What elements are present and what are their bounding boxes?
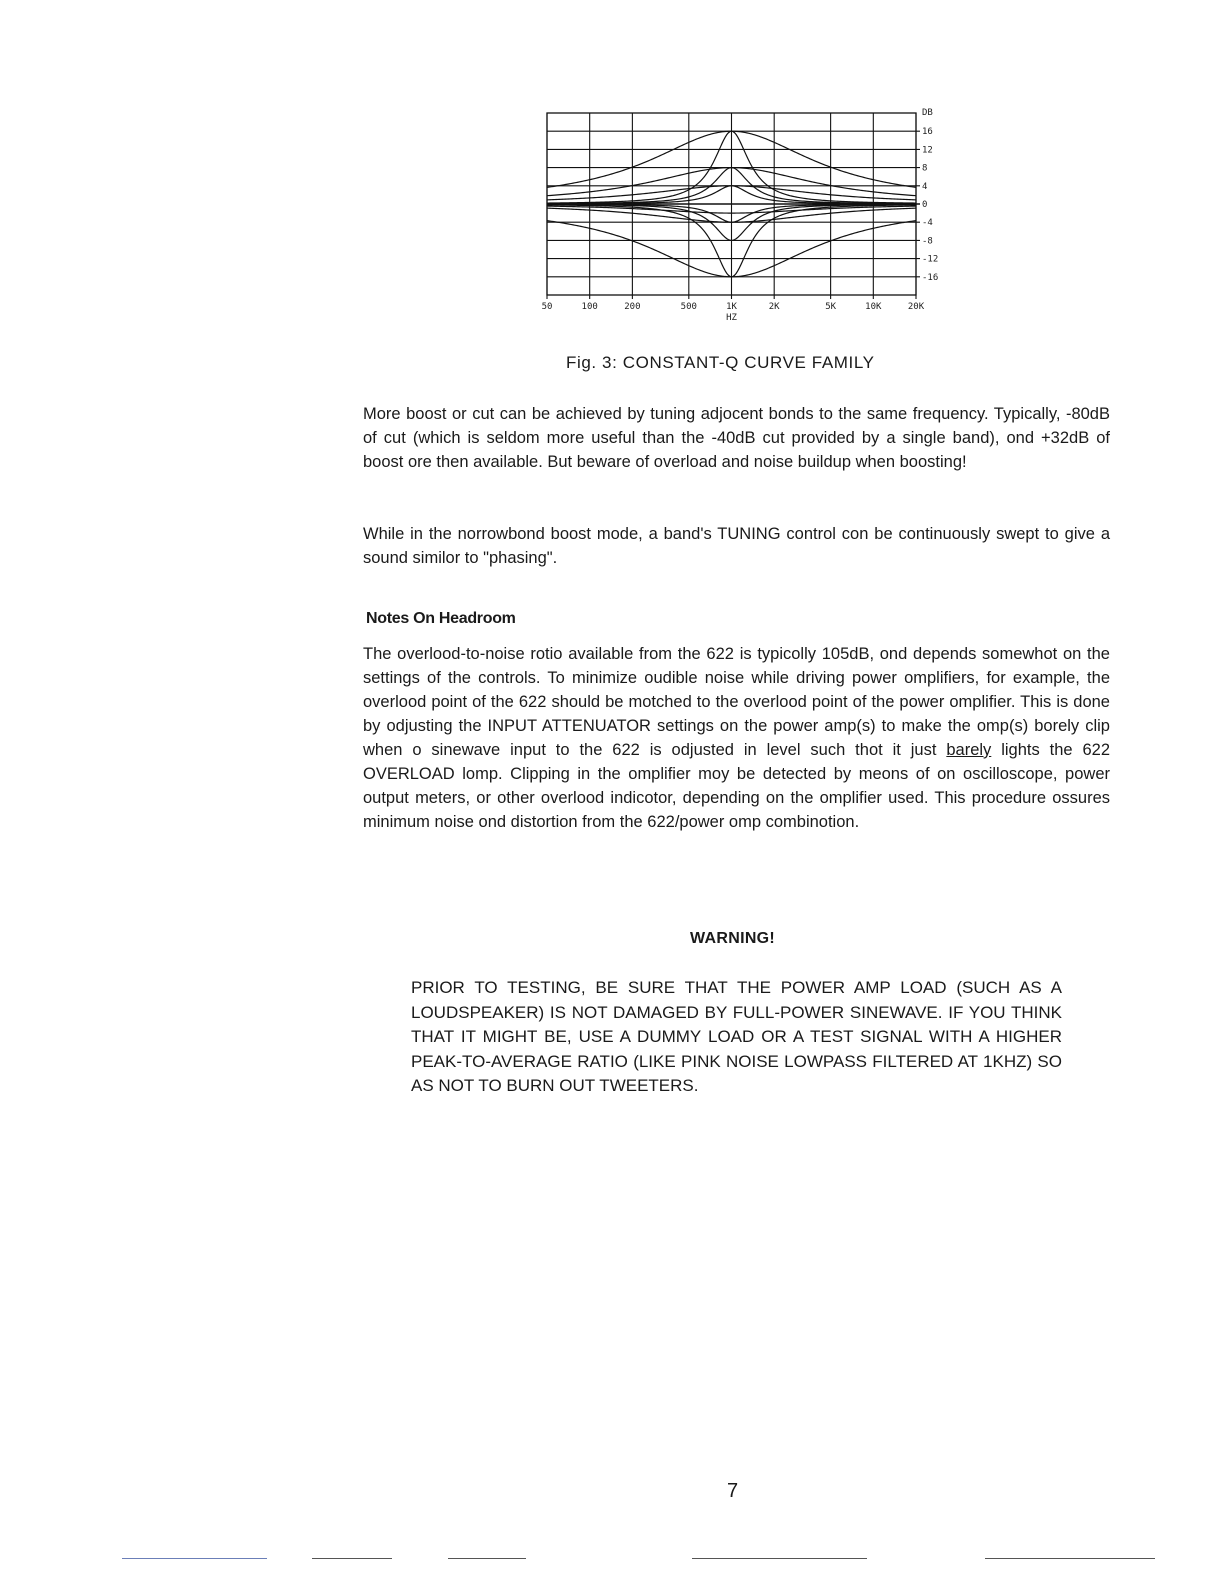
footer-rule: [692, 1558, 867, 1559]
constant-q-chart: [530, 105, 950, 340]
eq-curve-figure: [530, 105, 950, 340]
x-tick-label: 100: [581, 302, 598, 312]
x-tick-label: 10K: [865, 302, 882, 312]
y-tick-label: 0: [922, 200, 928, 210]
headroom-text-part1: The overlood-to-noise rotio available from the 622 is typicolly 105dB, ond depends somewhot on the settings of the controls. To minimize oudible noise while driving power omplifiers, for example, the overlood point of the 622 should be motched to the overlood point of the power omplifier. This is done by odjusting the INPUT ATTENUATOR settings on the power amp(s) to make the omp(s) borely clip when o sinewave input to the 622 is odjusted in level such thot it just: [363, 645, 1110, 759]
y-tick-label: -8: [922, 236, 933, 247]
x-unit-label: HZ: [726, 313, 737, 323]
x-tick-label: 1K: [726, 302, 737, 312]
warning-title: WARNING!: [690, 930, 776, 947]
warning-text: PRIOR TO TESTING, BE SURE THAT THE POWER AMP LOAD (SUCH AS A LOUDSPEAKER) IS NOT DAMAGED BY FULL-POWER SINEWAVE. IF YOU THINK THAT IT MIGHT BE, USE A DUMMY LOAD OR A TEST SIGNAL WITH A HIGHER PEAK-TO-AVERAGE RATIO (LIKE PINK NOISE LOWPASS FILTERED AT 1KHZ) SO AS NOT TO BURN OUT TWEETERS.: [411, 978, 1062, 1095]
footer-rule: [448, 1558, 526, 1559]
paragraph-headroom: [363, 642, 1110, 834]
x-tick-label: 5K: [825, 302, 837, 312]
x-tick-label: 500: [680, 302, 697, 312]
y-tick-label: -16: [922, 272, 939, 283]
x-tick-label: 50: [541, 302, 553, 312]
headroom-text-part2: lights the 622 OVERLOAD lomp. Clipping in the omplifier moy be detected by meons of on oscilloscope, power output meters, or other overlood indicotor, depending on the omplifier used. This procedure ossures minimum noise ond distortion from the 622/power omp combinotion.: [363, 741, 1110, 831]
x-tick-label: 20K: [907, 302, 925, 312]
page-number: 7: [727, 1480, 739, 1502]
paragraph-phasing: While in the norrowbond boost mode, a band's TUNING control con be continuously swept to give a sound similor to "phasing".: [363, 525, 1110, 567]
y-tick-label: 8: [922, 163, 928, 174]
y-tick-label: 4: [922, 181, 928, 192]
y-tick-label: -12: [922, 254, 939, 265]
footer-rule: [122, 1558, 267, 1559]
x-tick-label: 2K: [768, 302, 780, 312]
section-heading-headroom: Notes On Headroom: [366, 610, 516, 627]
underlined-word-barely: barely: [946, 741, 992, 759]
paragraph-boost-cut: More boost or cut can be achieved by tuning adjocent bonds to the same frequency. Typically, -80dB of cut (which is seldom more useful than the -40dB cut provided by a single band), ond +32dB of boost ore then available. But beware of overload and noise buildup when boosting!: [363, 405, 1110, 471]
footer-rule: [985, 1558, 1155, 1559]
y-tick-label: 16: [922, 127, 933, 138]
footer-rule: [312, 1558, 392, 1559]
figure-caption: Fig. 3: CONSTANT-Q CURVE FAMILY: [566, 353, 875, 372]
y-tick-label: 12: [922, 145, 933, 156]
x-tick-label: 200: [624, 302, 641, 312]
y-unit-label: DB: [922, 108, 933, 118]
y-tick-label: -4: [922, 218, 933, 229]
